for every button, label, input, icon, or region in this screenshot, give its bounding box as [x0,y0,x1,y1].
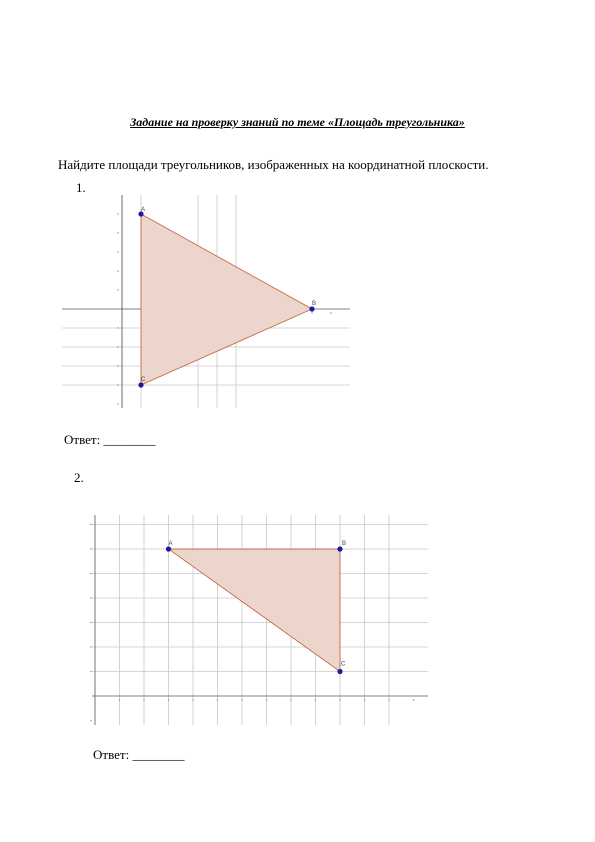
problem-1-number: 1. [76,180,86,195]
y-tick-mark [117,232,118,233]
vertex-point [337,669,342,674]
problem-1-graph [60,195,355,410]
y-tick-mark [117,251,118,252]
x-tick-mark [388,699,389,700]
x-tick-mark [339,699,340,700]
vertex-label: B [342,541,347,547]
x-tick-mark [311,312,312,313]
problem-1-answer: Ответ: ________ [64,432,156,447]
x-tick-mark [241,699,242,700]
vertex-label: A [168,541,173,547]
x-tick-mark [330,312,331,313]
vertex-label: A [141,207,146,213]
x-tick-mark [290,699,291,700]
y-tick-mark [117,365,118,366]
y-tick-mark [90,597,91,598]
x-tick-mark [119,699,120,700]
y-tick-mark [90,573,91,574]
page-title: Задание на проверку знаний по теме «Площадь треугольника» [130,115,465,129]
vertex-point [337,546,342,551]
y-tick-mark [90,646,91,647]
x-tick-mark [364,699,365,700]
vertex-point [309,306,314,311]
triangle-shape [169,549,341,672]
y-tick-mark [90,548,91,549]
x-tick-mark [143,699,144,700]
x-tick-mark [168,699,169,700]
vertex-label: C [341,661,346,668]
vertex-label: B [312,301,317,307]
problem-2-graph [90,515,430,730]
problem-2-number: 2. [74,470,84,485]
triangle-shape [141,214,312,385]
vertex-point [166,546,171,551]
x-tick-mark [413,699,414,700]
x-tick-mark [315,699,316,700]
y-tick-mark [117,346,118,347]
y-tick-mark [117,213,118,214]
y-tick-mark [90,622,91,623]
y-tick-mark [90,671,91,672]
y-tick-mark [117,327,118,328]
y-tick-mark [117,384,118,385]
y-tick-mark [117,289,118,290]
vertex-point [138,382,143,387]
y-tick-mark [90,524,91,525]
x-tick-mark [192,699,193,700]
x-tick-mark [217,699,218,700]
x-tick-mark [266,699,267,700]
y-tick-mark [117,403,118,404]
vertex-label: C [141,377,146,383]
problem-2-answer: Ответ: ________ [93,747,185,762]
task-instruction: Найдите площади треугольников, изображенных на координатной плоскости. [58,157,489,172]
y-tick-mark [117,270,118,271]
y-tick-mark [90,720,91,721]
